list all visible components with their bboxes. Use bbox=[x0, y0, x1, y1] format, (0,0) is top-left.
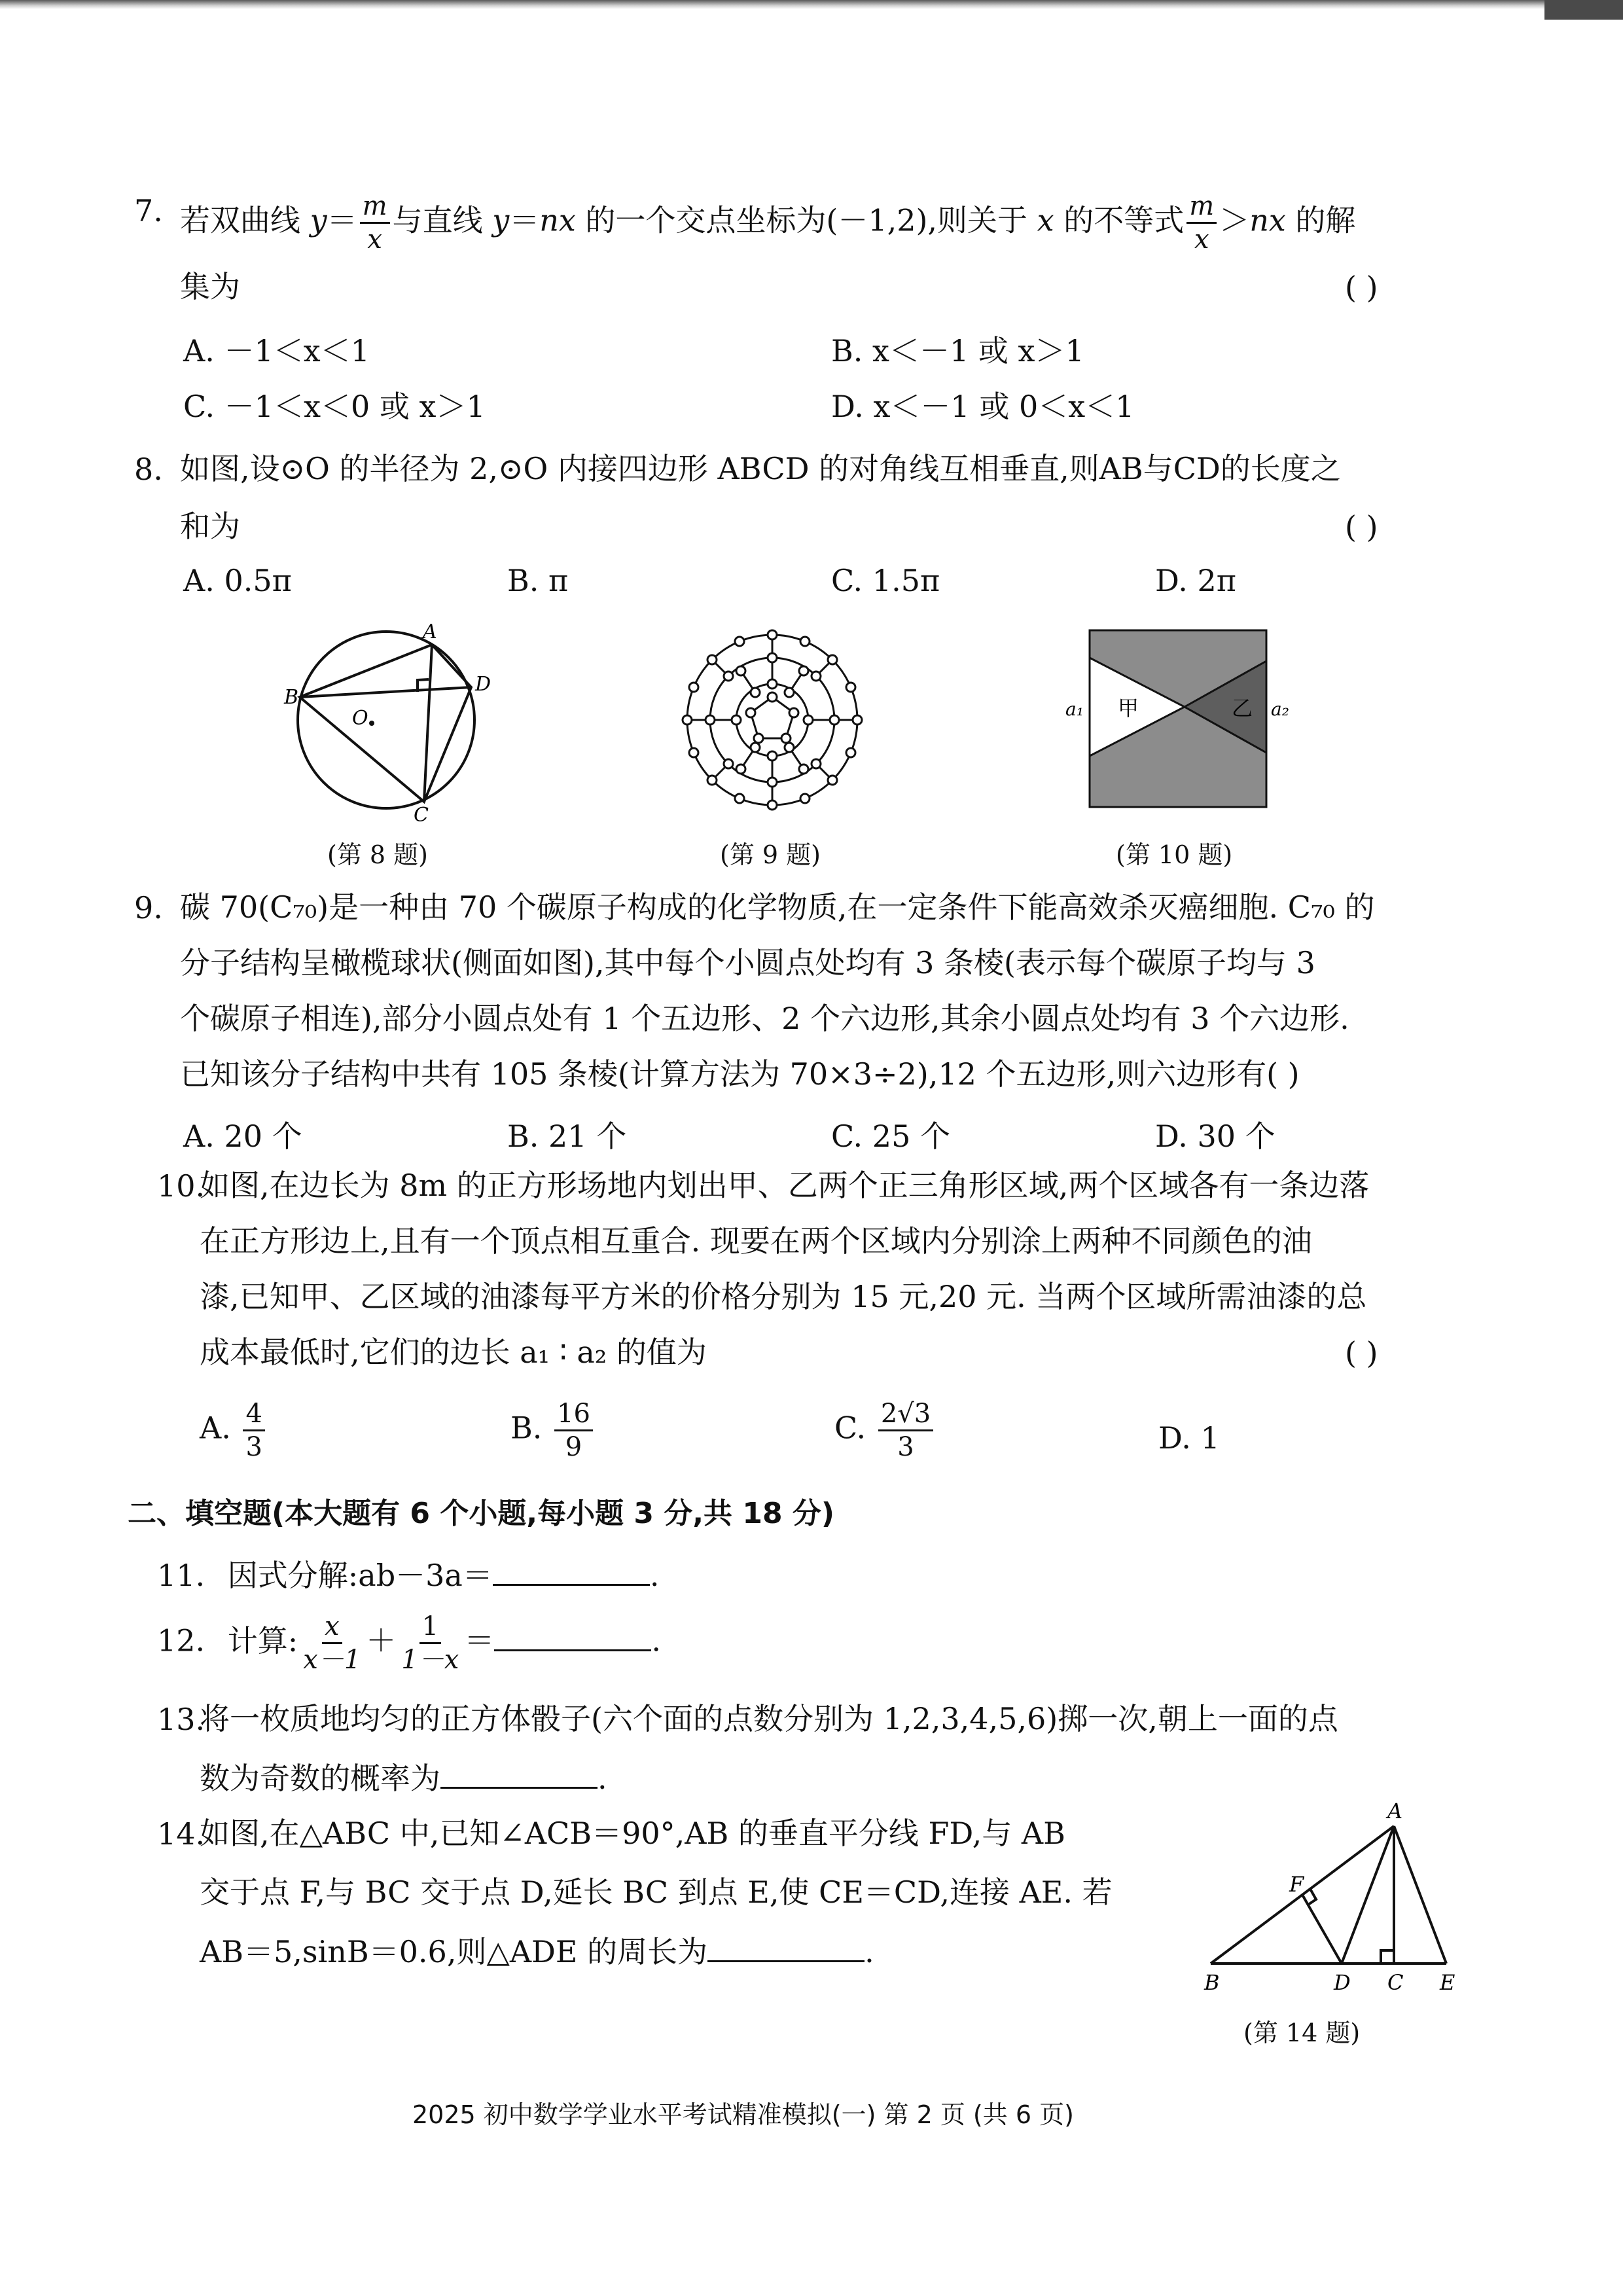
question-12: 12. 计算: $\frac{x}{x-1}$ ＋ $\frac{1}{1-x}$ ＝ . bbox=[157, 1611, 661, 1675]
label-d: D bbox=[1334, 1970, 1351, 1990]
question-text-line: 和为 bbox=[180, 509, 240, 544]
question-text-line: AB＝5,sinB＝0.6,则△ADE 的周长为 . bbox=[200, 1934, 874, 1969]
question-11: 11. 因式分解:ab－3a＝ . bbox=[157, 1558, 660, 1593]
option-c: C. $\frac{2√3}{3}$ bbox=[834, 1401, 936, 1460]
question-text-line: 在正方形边上,且有一个顶点相互重合. 现要在两个区域内分别涂上两种不同颜色的油 bbox=[200, 1223, 1312, 1259]
label-a: A bbox=[423, 620, 437, 643]
answer-blank[interactable] bbox=[493, 1558, 650, 1586]
option-a: A. －1＜x＜1 bbox=[183, 333, 370, 368]
answer-paren: ( ) bbox=[1345, 509, 1378, 545]
question-text-line: 已知该分子结构中共有 105 条棱(计算方法为 70×3÷2),12 个五边形,则六边形有( ) bbox=[180, 1056, 1300, 1092]
label-c: C bbox=[414, 804, 429, 821]
question-text-line: 碳 70(C₇₀)是一种由 70 个碳原子构成的化学物质,在一定条件下能高效杀灭癌细胞. C₇₀ 的 bbox=[180, 889, 1375, 925]
question-number: 7. bbox=[134, 193, 163, 228]
question-number: 9. bbox=[134, 890, 163, 925]
fraction: $\frac{m}{x}$ bbox=[360, 193, 390, 253]
question-text-line: 交于点 F,与 BC 交于点 D,延长 BC 到点 E,使 CE＝CD,连接 AE. 若 bbox=[200, 1874, 1113, 1910]
label-a1: a₁ bbox=[1065, 698, 1084, 720]
option-c: C. 25 个 bbox=[831, 1119, 950, 1154]
question-text-line: 个碳原子相连),部分小圆点处有 1 个五边形、2 个六边形,其余小圆点处均有 3 个六边形. bbox=[180, 1001, 1349, 1036]
question-text-line: 分子结构呈橄榄球状(侧面如图),其中每个小圆点处均有 3 条棱(表示每个碳原子均与 3 bbox=[180, 945, 1315, 980]
answer-paren: ( ) bbox=[1345, 270, 1378, 305]
option-a: A. 20 个 bbox=[183, 1119, 302, 1154]
figure-14-caption: (第 14 题) bbox=[1243, 2018, 1361, 2047]
question-text-line: 将一枚质地均匀的正方体骰子(六个面的点数分别为 1,2,3,4,5,6)掷一次,朝上一面的点 bbox=[200, 1701, 1338, 1736]
figure-10-square-triangles bbox=[1060, 622, 1309, 818]
answer-blank[interactable] bbox=[707, 1934, 865, 1962]
label-yi: 乙 bbox=[1232, 696, 1253, 721]
question-number: 8. bbox=[134, 452, 163, 487]
answer-paren: ( ) bbox=[1345, 1335, 1378, 1371]
figure-14-triangle bbox=[1198, 1793, 1472, 1990]
label-c: C bbox=[1387, 1970, 1404, 1990]
option-b: B. 21 个 bbox=[507, 1119, 627, 1154]
question-text-line: 漆,已知甲、乙区域的油漆每平方米的价格分别为 15 元,20 元. 当两个区域所需油漆的总 bbox=[200, 1279, 1367, 1314]
fraction: $\frac{m}{x}$ bbox=[1186, 193, 1217, 253]
option-c: C. 1.5π bbox=[831, 563, 940, 598]
label-o: O bbox=[352, 707, 368, 730]
question-text-line: 集为 bbox=[180, 269, 240, 304]
question-text-line: 数为奇数的概率为 . bbox=[200, 1761, 607, 1796]
option-d: D. 2π bbox=[1155, 563, 1236, 598]
section-title: 二、填空题(本大题有 6 个小题,每小题 3 分,共 18 分) bbox=[128, 1497, 835, 1530]
question-number: 14. bbox=[157, 1816, 205, 1852]
question-text-line: 如图,设⊙O 的半径为 2,⊙O 内接四边形 ABCD 的对角线互相垂直,则AB与CD的长度之 bbox=[180, 451, 1341, 486]
label-a: A bbox=[1387, 1799, 1403, 1823]
option-b: B. π bbox=[507, 563, 569, 598]
label-jia: 甲 bbox=[1118, 696, 1139, 721]
question-number: 10. bbox=[157, 1168, 205, 1204]
label-d: D bbox=[475, 673, 491, 696]
question-text-line: 如图,在边长为 8m 的正方形场地内划出甲、乙两个正三角形区域,两个区域各有一条边落 bbox=[200, 1168, 1370, 1203]
option-b: B. $\frac{16}{9}$ bbox=[510, 1401, 596, 1460]
page-footer: 2025 初中数学学业水平考试精准模拟(一) 第 2 页 (共 6 页) bbox=[412, 2100, 1074, 2129]
option-d: D. x＜－1 或 0＜x＜1 bbox=[831, 389, 1135, 424]
figure-9-c70-molecule bbox=[674, 622, 870, 818]
figure-8-circle-quadrilateral bbox=[275, 612, 497, 821]
scan-corner bbox=[1544, 0, 1623, 20]
label-b: B bbox=[284, 686, 299, 709]
label-f: F bbox=[1289, 1872, 1304, 1897]
option-c: C. －1＜x＜0 或 x＞1 bbox=[183, 389, 486, 424]
option-d: D. 30 个 bbox=[1155, 1119, 1275, 1154]
answer-blank[interactable] bbox=[440, 1761, 597, 1789]
scan-edge bbox=[0, 0, 1623, 9]
option-d: D. 1 bbox=[1158, 1420, 1220, 1456]
option-a: A. $\frac{4}{3}$ bbox=[200, 1401, 268, 1460]
label-a2: a₂ bbox=[1271, 698, 1289, 720]
option-a: A. 0.5π bbox=[183, 563, 292, 598]
question-text-line: 若双曲线 y＝ $\frac{m}{x}$ 与直线 y＝nx 的一个交点坐标为(－1,2),则关于 x 的不等式 $\frac{m}{x}$ ＞nx 的解 bbox=[180, 191, 1356, 255]
figure-9-caption: (第 9 题) bbox=[720, 840, 821, 869]
figure-8-caption: (第 8 题) bbox=[327, 840, 428, 869]
question-text-line: 如图,在△ABC 中,已知∠ACB＝90°,AB 的垂直平分线 FD,与 AB bbox=[200, 1816, 1065, 1851]
question-text-line: 成本最低时,它们的边长 a₁ ∶ a₂ 的值为 bbox=[200, 1335, 707, 1370]
answer-blank[interactable] bbox=[494, 1623, 651, 1651]
question-number: 13. bbox=[157, 1702, 205, 1737]
label-b: B bbox=[1204, 1970, 1220, 1990]
option-b: B. x＜－1 或 x＞1 bbox=[831, 333, 1084, 368]
label-e: E bbox=[1440, 1970, 1455, 1990]
figure-10-caption: (第 10 题) bbox=[1116, 840, 1233, 869]
